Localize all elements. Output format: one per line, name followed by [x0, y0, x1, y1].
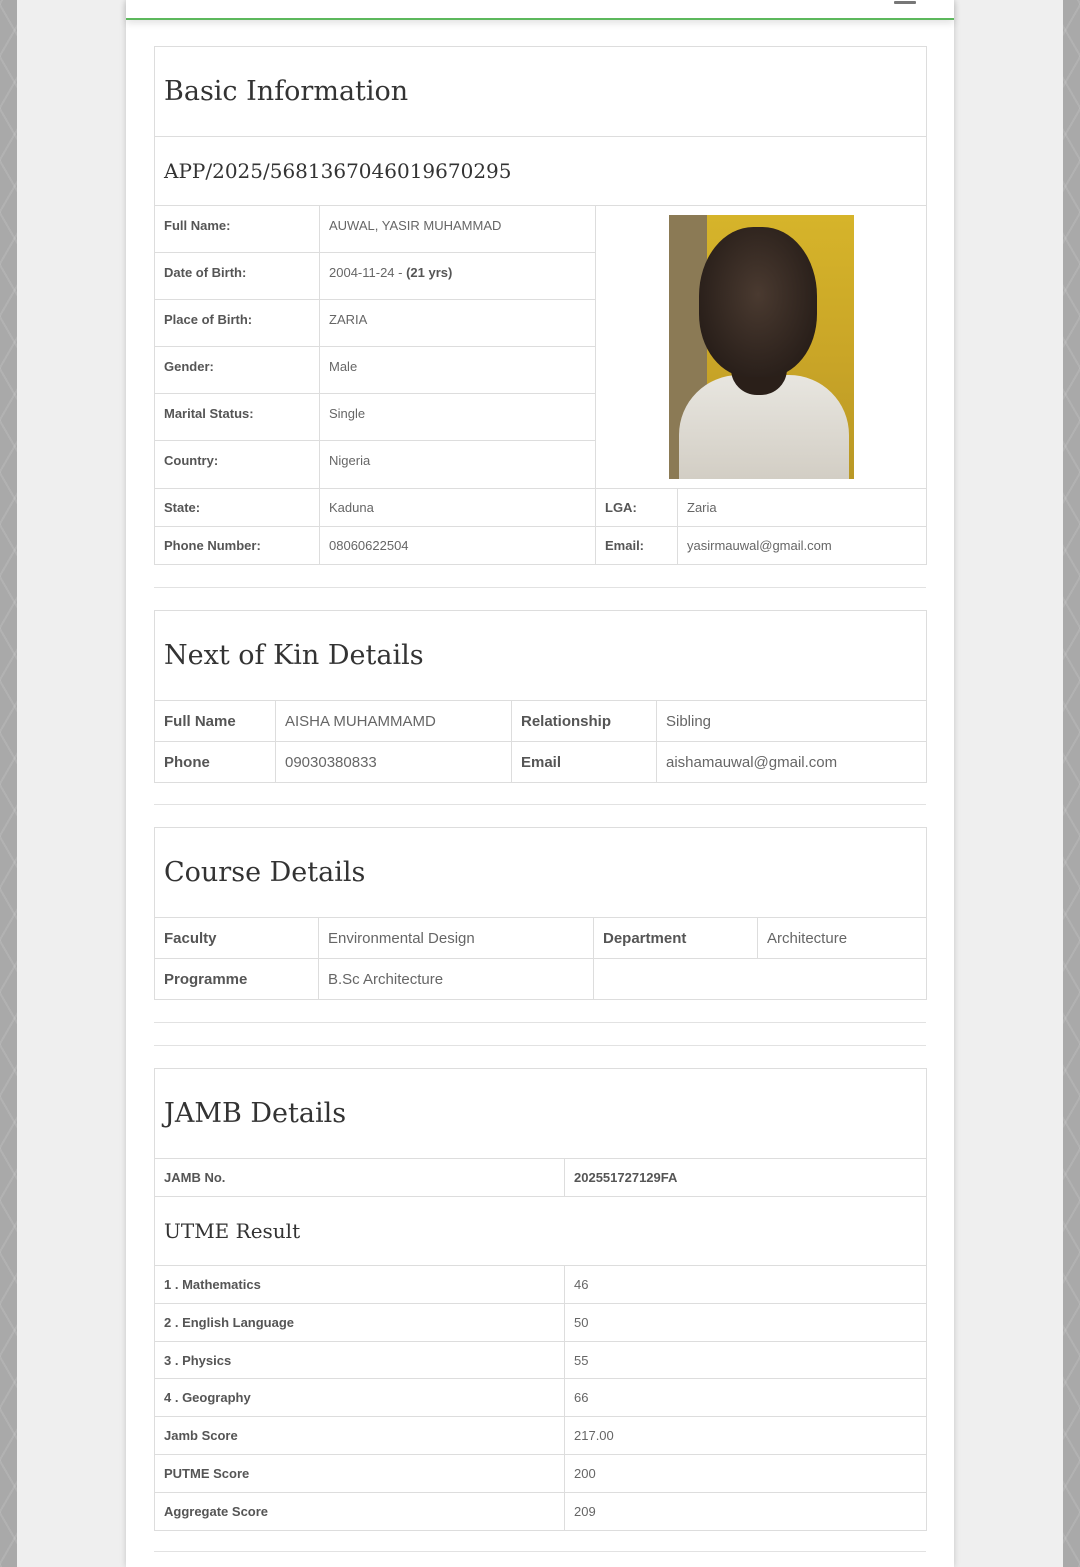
section-title: Next of Kin Details	[155, 611, 927, 701]
application-number: APP/2025/5681367046019670295	[155, 137, 927, 206]
jamb-score-value: 217.00	[565, 1417, 927, 1455]
subject-score: 66	[565, 1379, 927, 1417]
full-name-label: Full Name:	[155, 206, 320, 253]
kin-email-label: Email	[512, 742, 657, 783]
faculty-value: Environmental Design	[319, 918, 594, 959]
kin-phone-value: 09030380833	[276, 742, 512, 783]
putme-score-label: PUTME Score	[155, 1455, 565, 1493]
email-label: Email:	[596, 527, 678, 565]
subject-score: 46	[565, 1266, 927, 1304]
faculty-label: Faculty	[155, 918, 319, 959]
full-name-value: AUWAL, YASIR MUHAMMAD	[320, 206, 596, 253]
subject-label: 1 . Mathematics	[155, 1266, 565, 1304]
section-title: JAMB Details	[155, 1069, 927, 1159]
kin-phone-label: Phone	[155, 742, 276, 783]
passport-photo	[669, 215, 854, 479]
kin-full-name-value: AISHA MUHAMMAMD	[276, 701, 512, 742]
state-label: State:	[155, 489, 320, 527]
basic-information-section	[154, 46, 926, 565]
subject-label: 3 . Physics	[155, 1342, 565, 1379]
aggregate-score-value: 209	[565, 1493, 927, 1531]
divider	[154, 587, 926, 588]
programme-label: Programme	[155, 959, 319, 1000]
department-label: Department	[594, 918, 758, 959]
top-navbar	[126, 0, 954, 20]
hamburger-menu-icon[interactable]	[894, 0, 916, 4]
gender-label: Gender:	[155, 347, 320, 394]
country-label: Country:	[155, 441, 320, 489]
course-details-table	[154, 827, 927, 1000]
jamb-number-label: JAMB No.	[155, 1159, 565, 1197]
lga-value: Zaria	[678, 489, 927, 527]
aggregate-score-label: Aggregate Score	[155, 1493, 565, 1531]
department-value: Architecture	[758, 918, 927, 959]
jamb-score-label: Jamb Score	[155, 1417, 565, 1455]
kin-relationship-value: Sibling	[657, 701, 927, 742]
jamb-details-table	[154, 1068, 927, 1531]
utme-result-title: UTME Result	[155, 1197, 927, 1266]
programme-value: B.Sc Architecture	[319, 959, 594, 1000]
passport-photo-cell	[596, 206, 927, 489]
email-value: yasirmauwal@gmail.com	[678, 527, 927, 565]
gender-value: Male	[320, 347, 596, 394]
subject-label: 4 . Geography	[155, 1379, 565, 1417]
place-of-birth-label: Place of Birth:	[155, 300, 320, 347]
basic-information-table	[154, 46, 927, 565]
jamb-details-section	[154, 1068, 926, 1531]
putme-score-value: 200	[565, 1455, 927, 1493]
phone-number-label: Phone Number:	[155, 527, 320, 565]
kin-full-name-label: Full Name	[155, 701, 276, 742]
kin-email-value: aishamauwal@gmail.com	[657, 742, 927, 783]
divider	[154, 1045, 926, 1046]
subject-score: 50	[565, 1304, 927, 1342]
next-of-kin-section	[154, 610, 926, 783]
divider	[154, 804, 926, 805]
date-of-birth-label: Date of Birth:	[155, 253, 320, 300]
divider	[154, 1551, 926, 1552]
lga-label: LGA:	[596, 489, 678, 527]
section-title: Course Details	[155, 828, 927, 918]
subject-score: 55	[565, 1342, 927, 1379]
state-value: Kaduna	[320, 489, 596, 527]
country-value: Nigeria	[320, 441, 596, 489]
marital-status-value: Single	[320, 394, 596, 441]
marital-status-label: Marital Status:	[155, 394, 320, 441]
place-of-birth-value: ZARIA	[320, 300, 596, 347]
jamb-number-value: 202551727129FA	[565, 1159, 927, 1197]
course-details-section	[154, 827, 926, 1000]
phone-number-value: 08060622504	[320, 527, 596, 565]
subject-label: 2 . English Language	[155, 1304, 565, 1342]
date-of-birth-value: 2004-11-24 - (21 yrs)	[320, 253, 596, 300]
section-title: Basic Information	[155, 47, 927, 137]
empty-cell	[594, 959, 927, 1000]
kin-relationship-label: Relationship	[512, 701, 657, 742]
divider	[154, 1022, 926, 1023]
age-value: (21 yrs)	[406, 265, 453, 280]
next-of-kin-table	[154, 610, 927, 783]
